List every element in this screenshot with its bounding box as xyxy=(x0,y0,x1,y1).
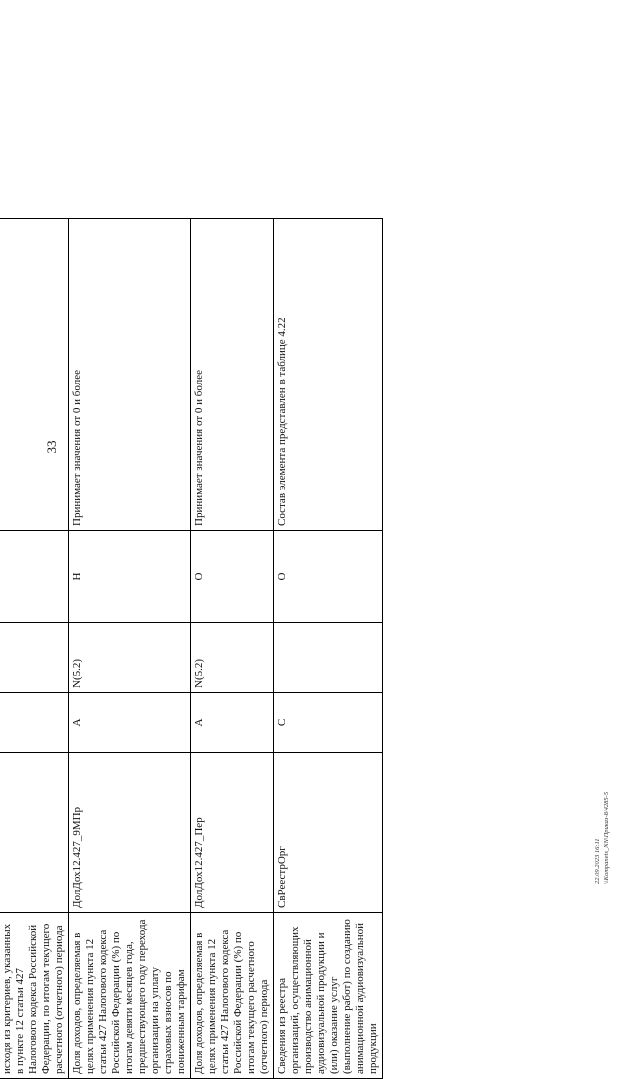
cell-element-format: N(5.2) xyxy=(191,623,274,693)
document-footer-stamp xyxy=(593,791,623,884)
cell-required-flag: О xyxy=(274,531,383,623)
cell-element-format xyxy=(0,623,69,693)
cell-element-type: А xyxy=(69,693,191,753)
cell-additional-info: Принимает значения от 0 и более xyxy=(69,219,191,531)
cell-required-flag: Н xyxy=(69,531,191,623)
footer-file-path: \\Kompanets_NN\Приказ-8/4285-5 xyxy=(603,791,610,884)
cell-element-type xyxy=(0,693,69,753)
page-number: 33 xyxy=(44,440,59,454)
cell-element-type: А xyxy=(191,693,274,753)
cell-short-code: ДолДох12.427_9МПр xyxy=(69,753,191,913)
cell-additional-info xyxy=(0,219,69,531)
cell-short-code: ДолДох12.427_Пер xyxy=(191,753,274,913)
cell-element-name: Доля доходов, определяемая в целях применения пункта 12 статьи 427 Налогового кодекса Российской Федерации (%) по итогам текущего расчетного (отчетного) периода xyxy=(191,913,274,1079)
document-table-wrapper xyxy=(0,219,379,1079)
cell-element-format xyxy=(274,623,383,693)
cell-short-code xyxy=(0,753,69,913)
cell-element-name: Сведения из реестра организаций, осуществляющих производство анимационной аудиовизуальной продукции и (или) оказание услуг (выполнение работ) по созданию анимационной аудиовизуальной продукции xyxy=(274,913,383,1079)
cell-element-name: Доля доходов, определяемая в целях применения пункта 12 статьи 427 Налогового кодекса Российской Федерации (%) по итогам девяти месяцев года, предшествующего году перехода организации на уплату страховых взносов по пониженным тарифам xyxy=(69,913,191,1079)
table-row xyxy=(191,219,274,1079)
cell-short-code: СвРеестрОрг xyxy=(274,753,383,913)
cell-required-flag xyxy=(0,531,69,623)
cell-additional-info: Принимает значения от 0 и более xyxy=(191,219,274,531)
table-row xyxy=(69,219,191,1079)
cell-additional-info: Состав элемента представлен в таблице 4.22 xyxy=(274,219,383,531)
cell-element-name: исходя из критериев, указанных в пункте 12 статьи 427 Налогового кодекса Российской Федерации, по итогам текущего расчетного (отчетного) периода xyxy=(0,913,69,1079)
elements-table xyxy=(0,218,383,1079)
cell-element-type: С xyxy=(274,693,383,753)
cell-required-flag: О xyxy=(191,531,274,623)
cell-element-format: N(5.2) xyxy=(69,623,191,693)
footer-timestamp: 22.09.2023 16:11 xyxy=(594,838,601,884)
table-row xyxy=(274,219,383,1079)
table-row xyxy=(0,219,69,1079)
